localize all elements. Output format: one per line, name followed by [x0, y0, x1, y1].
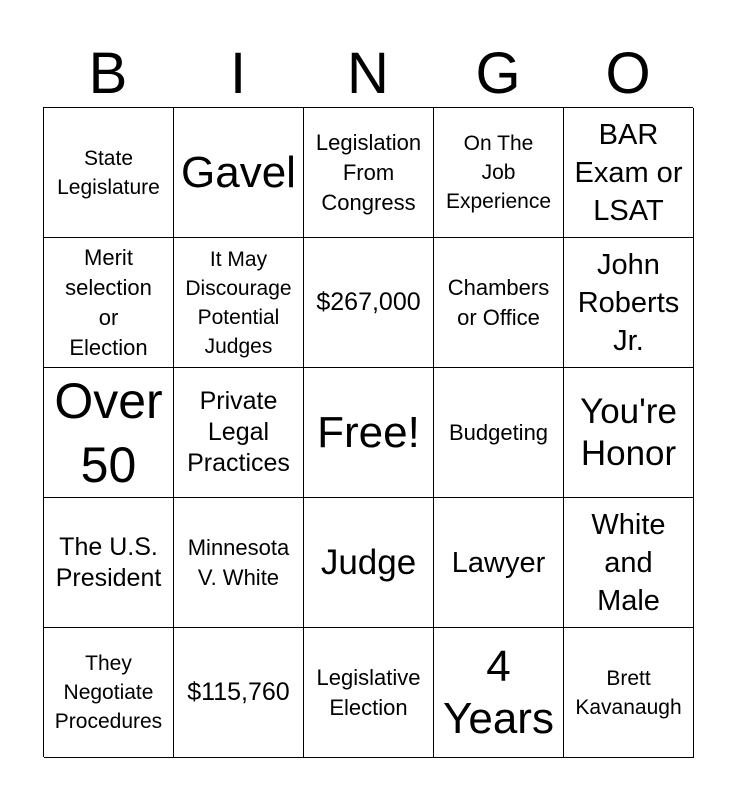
- cell-label: BAR Exam or LSAT: [574, 118, 683, 227]
- bingo-cell[interactable]: [44, 238, 174, 368]
- bingo-cell[interactable]: [564, 108, 694, 238]
- bingo-cell[interactable]: [174, 108, 304, 238]
- cell-label: On The Job Experience: [445, 132, 552, 213]
- header-letter-b: B: [88, 41, 128, 106]
- cell-label: State Legislature: [57, 146, 160, 199]
- cell-label: Gavel: [181, 147, 296, 197]
- cell-label: Lawyer: [451, 546, 546, 579]
- cell-label: Chambers or Office: [447, 274, 550, 330]
- bingo-cell[interactable]: [174, 368, 304, 498]
- bingo-cell[interactable]: [44, 628, 174, 758]
- bingo-cell[interactable]: [434, 368, 564, 498]
- bingo-cell[interactable]: [174, 238, 304, 368]
- bingo-cell[interactable]: [434, 238, 564, 368]
- header-letter-i: I: [229, 41, 247, 106]
- bingo-cell[interactable]: [564, 498, 694, 628]
- free-space[interactable]: [304, 368, 434, 498]
- bingo-cell[interactable]: [564, 628, 694, 758]
- cell-label: Brett Kavanaugh: [575, 666, 682, 719]
- cell-label: Free!: [317, 407, 420, 457]
- cell-label: 4 Years: [443, 641, 554, 743]
- cell-label: You're Honor: [580, 391, 677, 473]
- cell-label: Merit selection or Election: [65, 244, 152, 360]
- header-letter-n: N: [347, 41, 389, 106]
- bingo-cell[interactable]: [174, 628, 304, 758]
- cell-label: Legislative Election: [316, 664, 421, 720]
- cell-label: $115,760: [187, 678, 290, 706]
- cell-label: John Roberts Jr.: [577, 248, 680, 357]
- cell-label: White and Male: [591, 508, 666, 617]
- cell-label: They Negotiate Procedures: [54, 652, 163, 733]
- cell-label: The U.S. President: [55, 532, 162, 592]
- bingo-cell[interactable]: [44, 108, 174, 238]
- header-letter-o: O: [605, 41, 651, 106]
- bingo-cell[interactable]: [434, 628, 564, 758]
- cell-label: Budgeting: [448, 419, 549, 445]
- bingo-cell[interactable]: [564, 238, 694, 368]
- cell-label: It May Discourage Potential Judges: [185, 247, 292, 358]
- cell-label: Legislation From Congress: [315, 129, 422, 215]
- cell-label: $267,000: [316, 288, 421, 316]
- bingo-cell[interactable]: [304, 498, 434, 628]
- bingo-cell[interactable]: [304, 628, 434, 758]
- bingo-cell[interactable]: [44, 368, 174, 498]
- bingo-board: [43, 107, 693, 757]
- bingo-cell[interactable]: [304, 238, 434, 368]
- cell-label: Private Legal Practices: [187, 387, 290, 477]
- bingo-cell[interactable]: [44, 498, 174, 628]
- bingo-cell[interactable]: [434, 108, 564, 238]
- cell-label: Minnesota V. White: [187, 534, 290, 590]
- bingo-cell[interactable]: [434, 498, 564, 628]
- bingo-cell[interactable]: [174, 498, 304, 628]
- bingo-header: [43, 40, 693, 108]
- cell-label: Judge: [320, 542, 417, 582]
- cell-label: Over 50: [54, 372, 163, 493]
- header-letter-g: G: [475, 41, 521, 106]
- bingo-cell[interactable]: [564, 368, 694, 498]
- bingo-cell[interactable]: [304, 108, 434, 238]
